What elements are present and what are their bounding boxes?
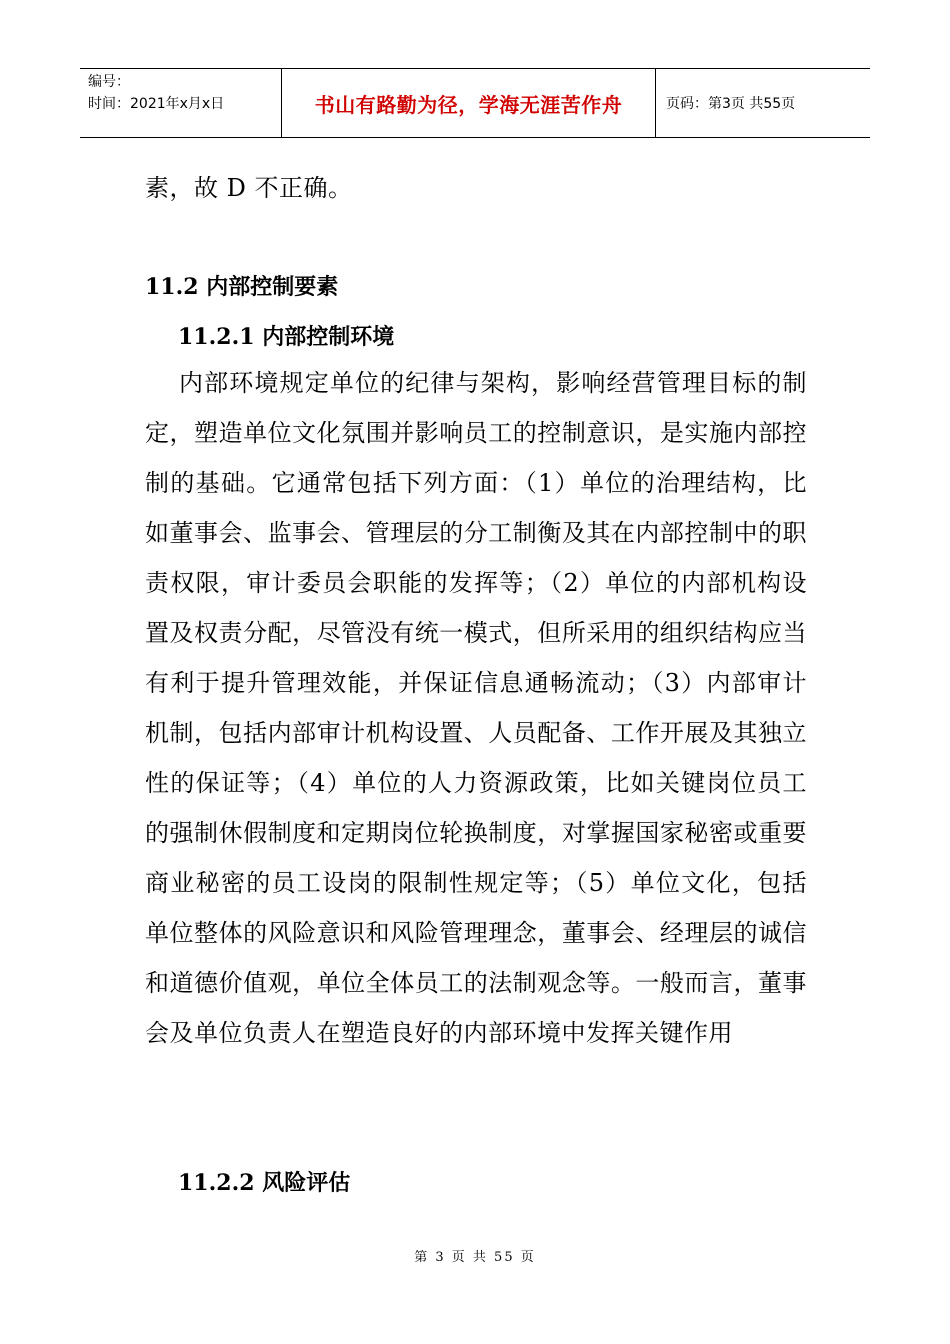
header-page-cell (656, 69, 870, 137)
page-footer: 第 3 页 共 55 页 (414, 1250, 536, 1265)
header-meta (80, 69, 282, 137)
header-motto: 书山有路勤为径，学海无涯苦作舟 (314, 92, 623, 117)
subsection-paragraph-1: 内部环境规定单位的纪律与架构，影响经营管理目标的制定，塑造单位文化氛围并影响员工的控制意识，是实施内部控制的基础。它通常包括下列方面：（1）单位的治理结构，比如董事会、监事会、管理层的分工制衡及其在内部控制中的职责权限，审计委员会职能的发挥等；（2）单位的内部机构设置及权责分配，尽管没有统一模式，但所采用的组织结构应当有利于提升管理效能，并保证信息通畅流动；（3）内部审计机制，包括内部审计机构设置、人员配备、工作开展及其独立性的保证等；（4）单位的人力资源政策，比如关键岗位员工的强制休假制度和定期岗位轮换制度，对掌握国家秘密或重要商业秘密的员工设岗的限制性规定等；（5）单位文化，包括单位整体的风险意识和风险管理理念，董事会、经理层的诚信和道德价值观，单位全体员工的法制观念等。一般而言，董事会及单位负责人在塑造良好的内部环境中发挥关键作用 (145, 369, 807, 1047)
document-date: 时间：2021年x月x日 (88, 96, 225, 112)
header-page-info: 页码：第3页 共55页 (666, 96, 796, 112)
subsection-heading-1: 11.2.1 内部控制环境 (178, 324, 395, 350)
subsection-heading-2: 11.2.2 风险评估 (178, 1170, 351, 1196)
document-number-label: 编号： (88, 74, 130, 90)
intro-line: 素，故 D 不正确。 (145, 174, 353, 202)
page-header (80, 68, 870, 138)
section-heading: 11.2 内部控制要素 (145, 274, 339, 300)
header-motto-cell (282, 69, 656, 137)
